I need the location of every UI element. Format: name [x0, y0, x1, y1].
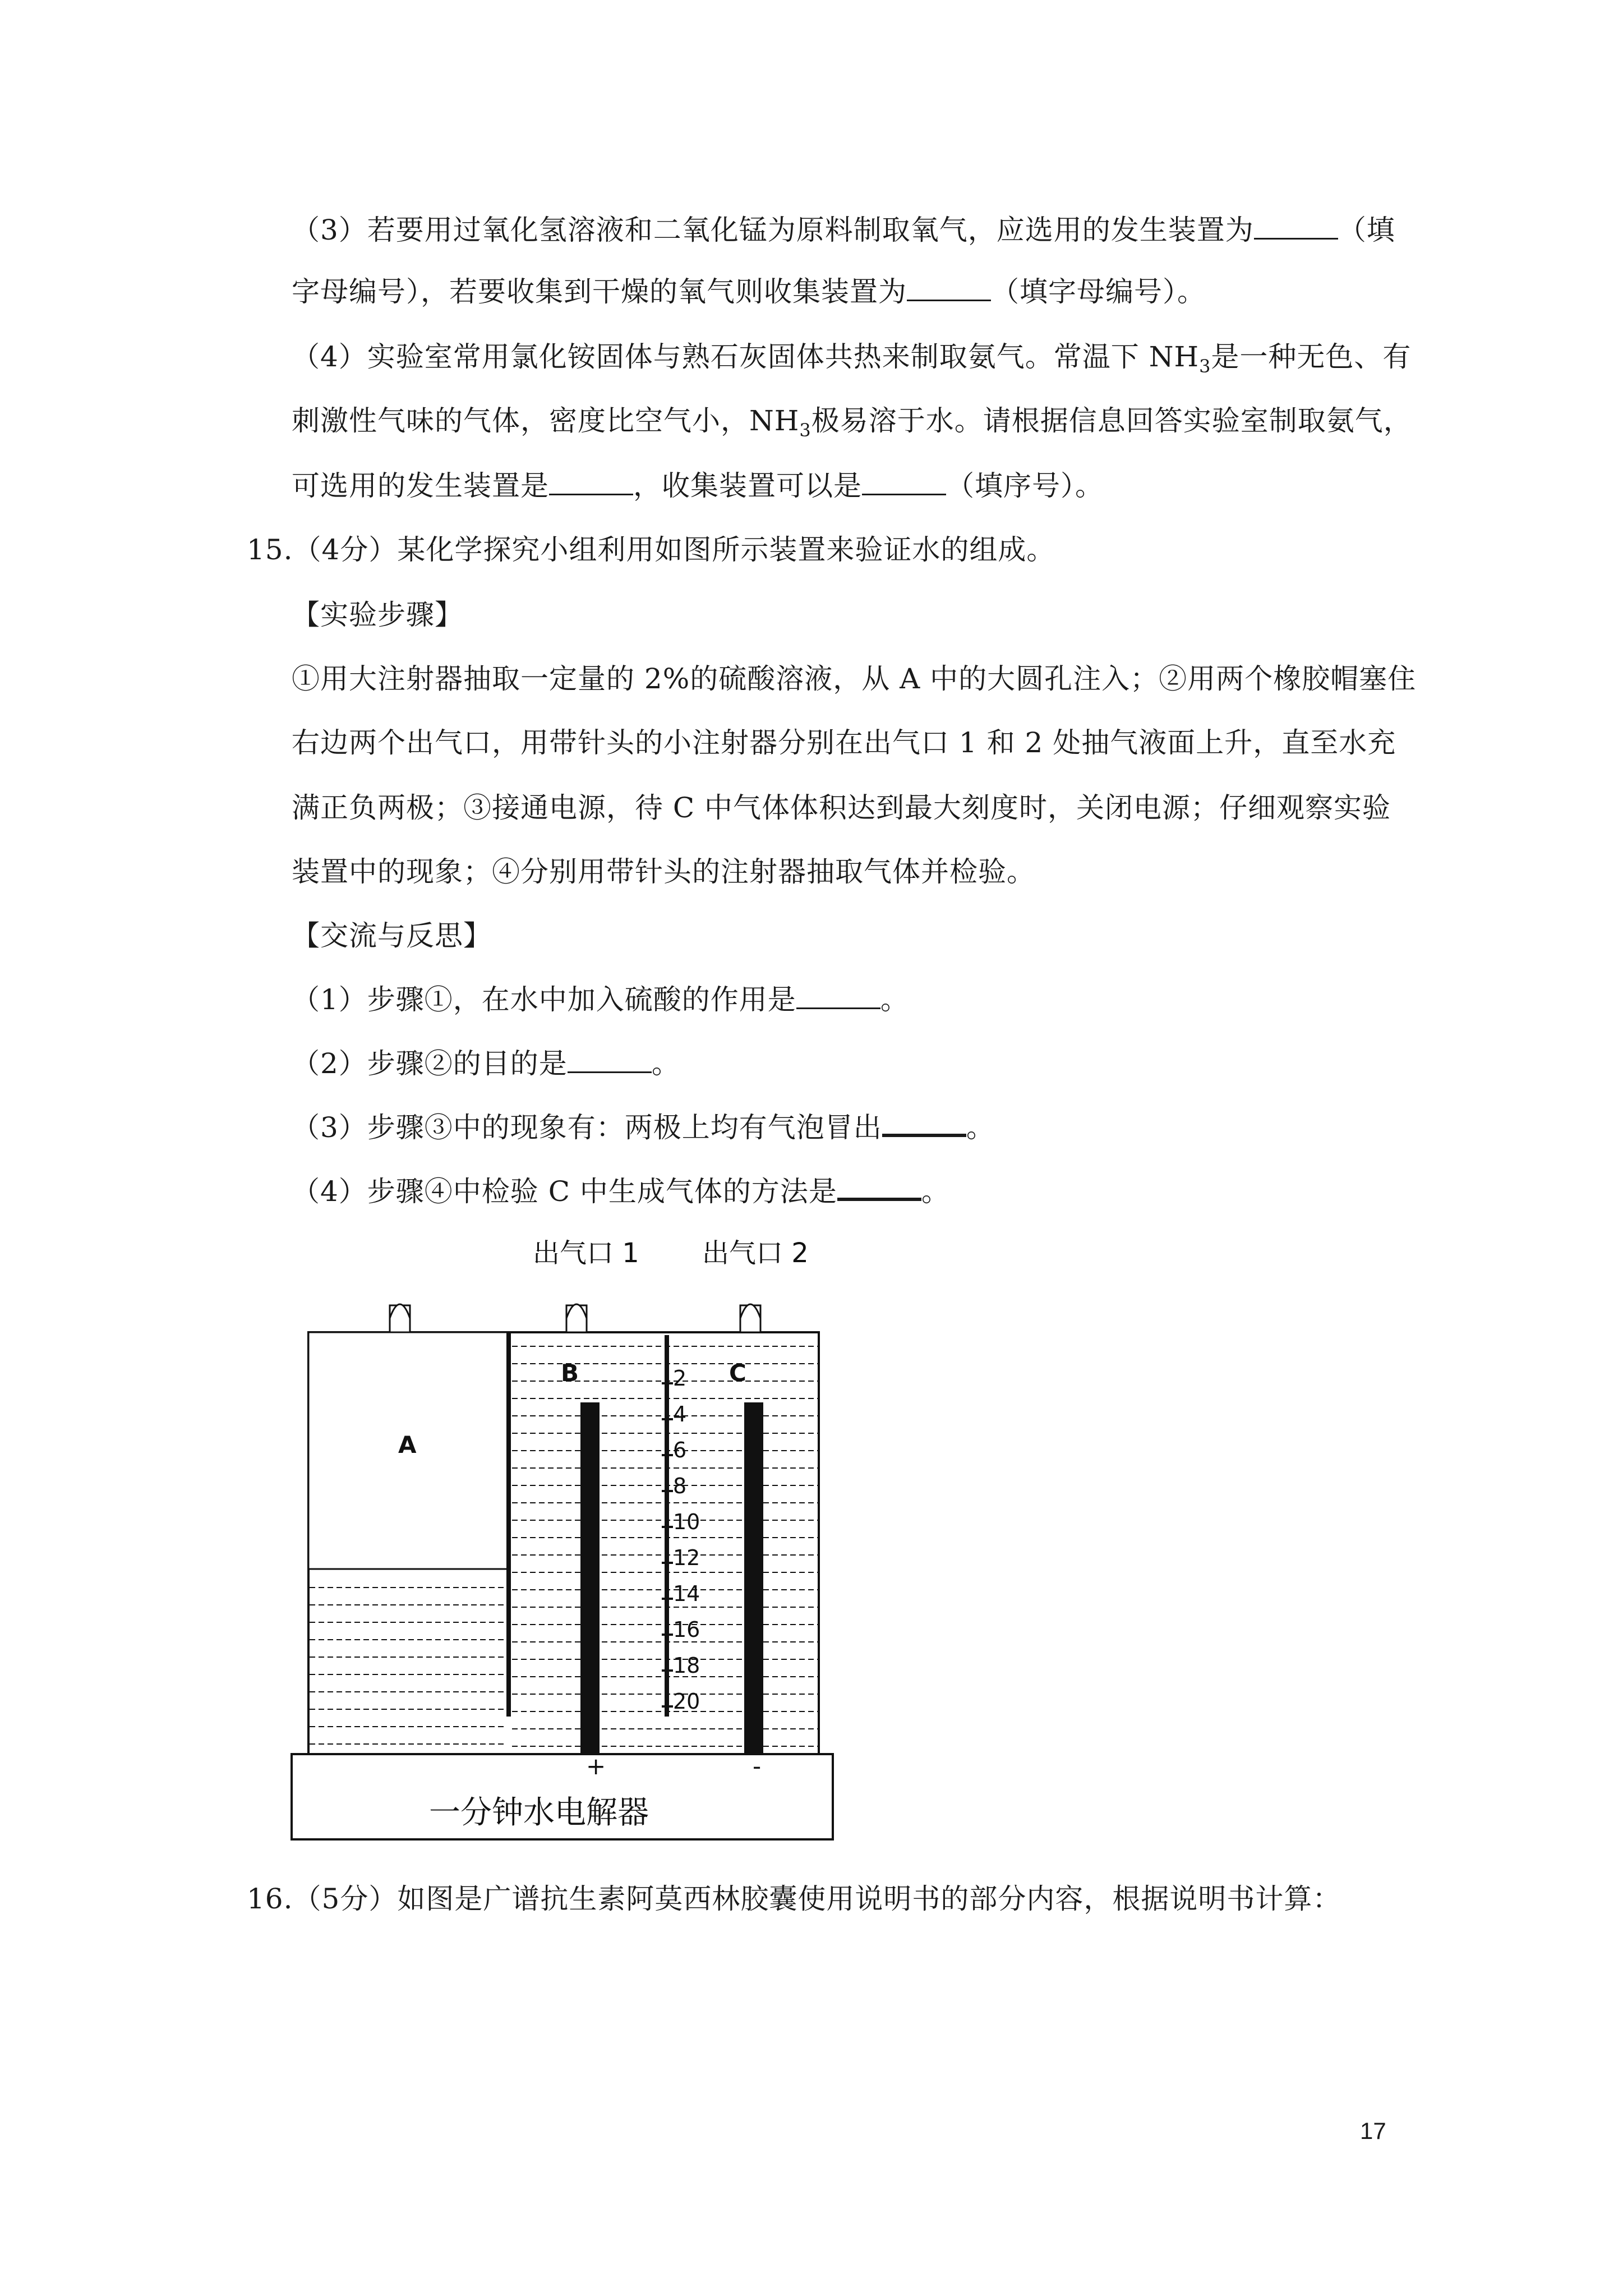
q14-part3-line2: 字母编号），若要收集到干燥的氧气则收集装置为 （填字母编号）。 — [292, 275, 1206, 308]
answer-blank[interactable] — [568, 1049, 652, 1073]
answer-blank[interactable] — [549, 471, 633, 495]
q14-part3-line1: （3）若要用过氧化氢溶液和二氧化锰为原料制取氧气，应选用的发生装置为 （填 — [292, 214, 1395, 246]
answer-blank[interactable] — [796, 985, 880, 1009]
scale-label: 12 — [673, 1545, 700, 1570]
q14-part4-line3: 可选用的发生装置是 ，收集装置可以是 （填序号）。 — [292, 470, 1104, 502]
q15-reflect-heading: 【交流与反思】 — [292, 919, 492, 952]
q16-title: 16.（5分）如图是广谱抗生素阿莫西林胶囊使用说明书的部分内容，根据说明书计算： — [247, 1883, 1341, 1915]
page-number: 17 — [1360, 2118, 1386, 2144]
electrode-negative — [744, 1402, 763, 1755]
cap-a-icon — [390, 1304, 410, 1332]
q15-steps-heading: 【实验步骤】 — [292, 599, 463, 631]
outlet-1-cap-icon[interactable] — [566, 1304, 587, 1332]
scale-label: 14 — [673, 1581, 700, 1606]
electrode-positive — [580, 1402, 600, 1755]
q15-step-line: ①用大注射器抽取一定量的 2%的硫酸溶液，从 A 中的大圆孔注入；②用两个橡胶帽塞住 — [292, 662, 1417, 695]
answer-blank[interactable] — [862, 471, 946, 495]
q15-reflect-2: （2）步骤②的目的是 。 — [292, 1047, 680, 1080]
scale-label: 2 — [673, 1366, 687, 1391]
q15-reflect-1: （1）步骤①，在水中加入硫酸的作用是 。 — [292, 983, 909, 1016]
outlet-1-label: 出气口 1 — [533, 1237, 639, 1269]
negative-terminal-label: - — [753, 1752, 762, 1780]
q14-part4-line1: （4）实验室常用氯化铵固体与熟石灰固体共热来制取氨气。常温下 $NH_3$是一种无色、有 — [292, 341, 1412, 377]
label-a: A — [398, 1431, 417, 1458]
scale-label: 16 — [673, 1617, 700, 1642]
scale-label: 18 — [673, 1653, 700, 1678]
q14-part4-line2: 刺激性气味的气体，密度比空气小，$NH_3$极易溶于水。请根据信息回答实验室制取氨气， — [292, 404, 1412, 441]
scale-label: 8 — [673, 1474, 687, 1498]
scale-label: 6 — [673, 1438, 687, 1462]
q15-title: 15.（4分）某化学探究小组利用如图所示装置来验证水的组成。 — [247, 533, 1055, 566]
liquid-lines-a — [310, 1588, 505, 1744]
label-c: C — [729, 1359, 746, 1387]
scale-label: 10 — [673, 1510, 700, 1534]
q15-step-line: 满正负两极；③接通电源，待 C 中气体体积达到最大刻度时，关闭电源；仔细观察实验 — [292, 792, 1391, 824]
answer-blank[interactable] — [907, 277, 991, 301]
q15-step-line: 装置中的现象；④分别用带针头的注射器抽取气体并检验。 — [292, 855, 1035, 888]
outlet-2-label: 出气口 2 — [702, 1237, 809, 1269]
answer-blank[interactable] — [1254, 215, 1338, 240]
separator-wall — [506, 1332, 511, 1717]
outlet-2-cap-icon[interactable] — [740, 1304, 760, 1332]
electrolyzer-diagram — [280, 1234, 869, 1851]
scale-label: 4 — [673, 1402, 687, 1427]
q15-reflect-4: （4）步骤④中检验 C 中生成气体的方法是 。 — [292, 1175, 950, 1208]
q15-step-line: 右边两个出气口，用带针头的小注射器分别在出气口 1 和 2 处抽气液面上升，直至水充 — [292, 726, 1396, 759]
answer-blank[interactable] — [837, 1175, 921, 1201]
scale-label: 20 — [673, 1689, 700, 1714]
label-b: B — [561, 1359, 579, 1387]
answer-blank[interactable] — [882, 1111, 966, 1137]
q15-reflect-3: （3）步骤③中的现象有：两极上均有气泡冒出 。 — [292, 1111, 995, 1144]
positive-terminal-label: + — [586, 1752, 606, 1780]
base-label: 一分钟水电解器 — [429, 1795, 649, 1831]
